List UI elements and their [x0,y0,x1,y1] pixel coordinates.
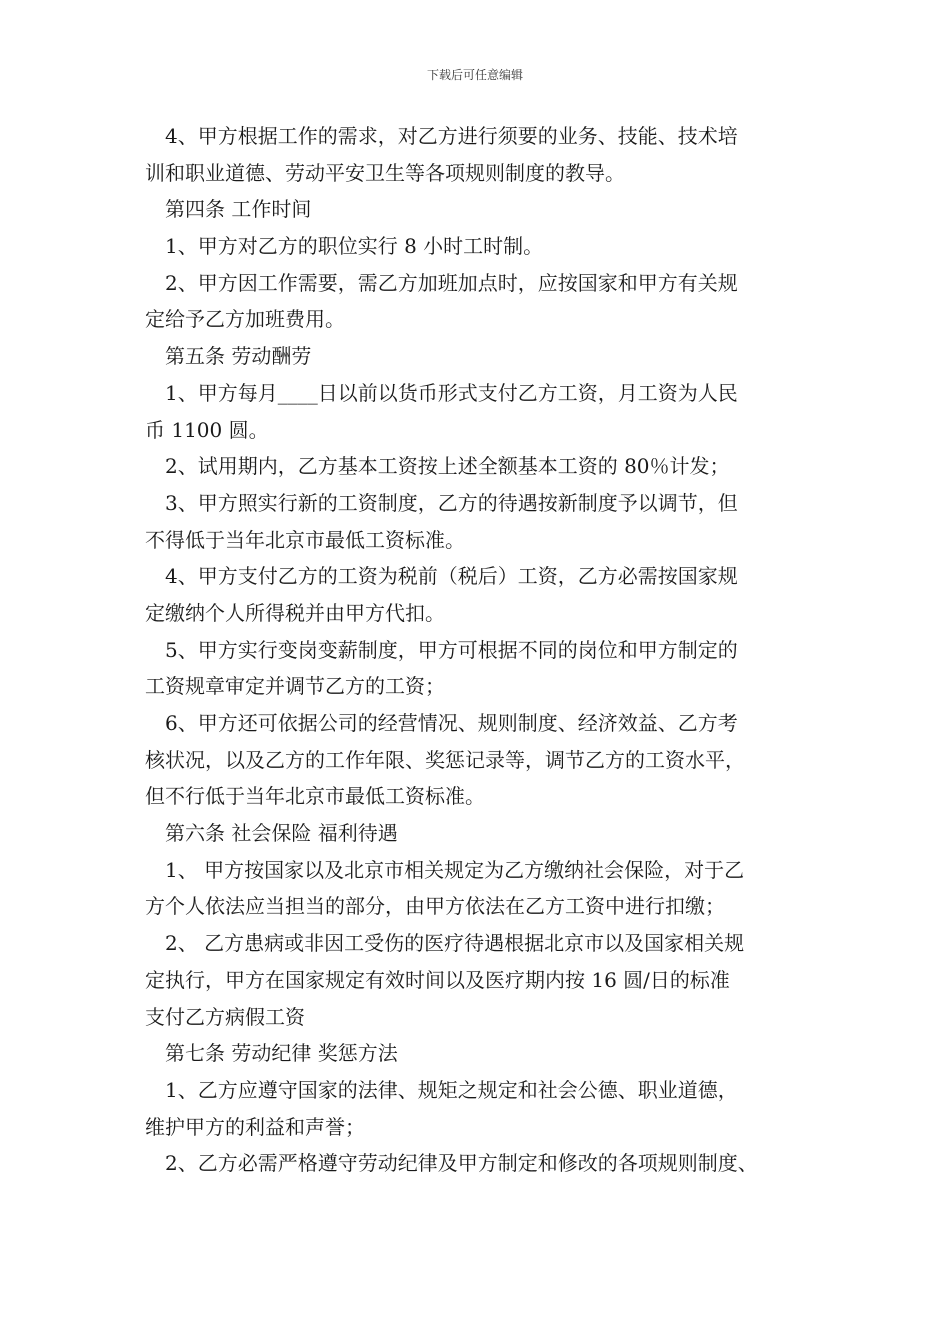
text-line: 币 1100 圆。 [145,417,269,442]
text-line: 定缴纳个人所得税并由甲方代扣。 [145,600,445,625]
document-body [145,118,825,1182]
text-line: 5、甲方实行变岗变薪制度，甲方可根据不同的岗位和甲方制定的 [165,637,738,662]
text-line: 方个人依法应当担当的部分，由甲方依法在乙方工资中进行扣缴； [145,894,725,919]
text-line: 不得低于当年北京市最低工资标准。 [145,527,465,552]
page-header: 下载后可任意编辑 [426,68,523,82]
text-line: 第五条 劳动酬劳 [165,344,312,369]
text-line: 支付乙方病假工资 [145,1004,305,1029]
text-line: 4、甲方根据工作的需求，对乙方进行须要的业务、技能、技术培 [165,124,738,148]
text-line: 但不行低于当年北京市最低工资标准。 [145,784,485,809]
text-line: 维护甲方的利益和声誉； [145,1114,365,1139]
text-line: 第四条 工作时间 [165,197,312,222]
text-line: 2、乙方必需严格遵守劳动纪律及甲方制定和修改的各项规则制度、 [165,1151,758,1176]
text-line: 3、甲方照实行新的工资制度，乙方的待遇按新制度予以调节，但 [165,490,738,515]
text-line: 4、甲方支付乙方的工资为税前（税后）工资，乙方必需按国家规 [165,564,738,589]
text-line: 1、甲方每月____日以前以货币形式支付乙方工资，月工资为人民 [165,380,738,405]
text-line: 2、 乙方患病或非因工受伤的医疗待遇根据北京市以及国家相关规 [165,931,745,956]
text-line: 2、试用期内，乙方基本工资按上述全额基本工资的 80％计发； [165,454,730,479]
text-line: 第六条 社会保险 福利待遇 [165,821,398,846]
text-line: 定执行，甲方在国家规定有效时间以及医疗期内按 16 圆/日的标准 [145,967,730,992]
text-line: 1、乙方应遵守国家的法律、规矩之规定和社会公德、职业道德， [165,1077,738,1102]
text-line: 6、甲方还可依据公司的经营情况、规则制度、经济效益、乙方考 [165,711,738,735]
text-line: 第七条 劳动纪律 奖惩方法 [165,1041,398,1066]
text-line: 2、甲方因工作需要，需乙方加班加点时，应按国家和甲方有关规 [165,270,738,295]
text-line: 定给予乙方加班费用。 [145,307,345,332]
text-line: 工资规章审定并调节乙方的工资； [145,674,445,699]
text-line: 1、 甲方按国家以及北京市相关规定为乙方缴纳社会保险，对于乙 [165,857,745,882]
text-line: 1、甲方对乙方的职位实行 8 小时工时制。 [165,234,544,259]
text-line: 训和职业道德、劳动平安卫生等各项规则制度的教导。 [145,160,625,185]
text-line: 核状况，以及乙方的工作年限、奖惩记录等，调节乙方的工资水平， [145,747,745,772]
